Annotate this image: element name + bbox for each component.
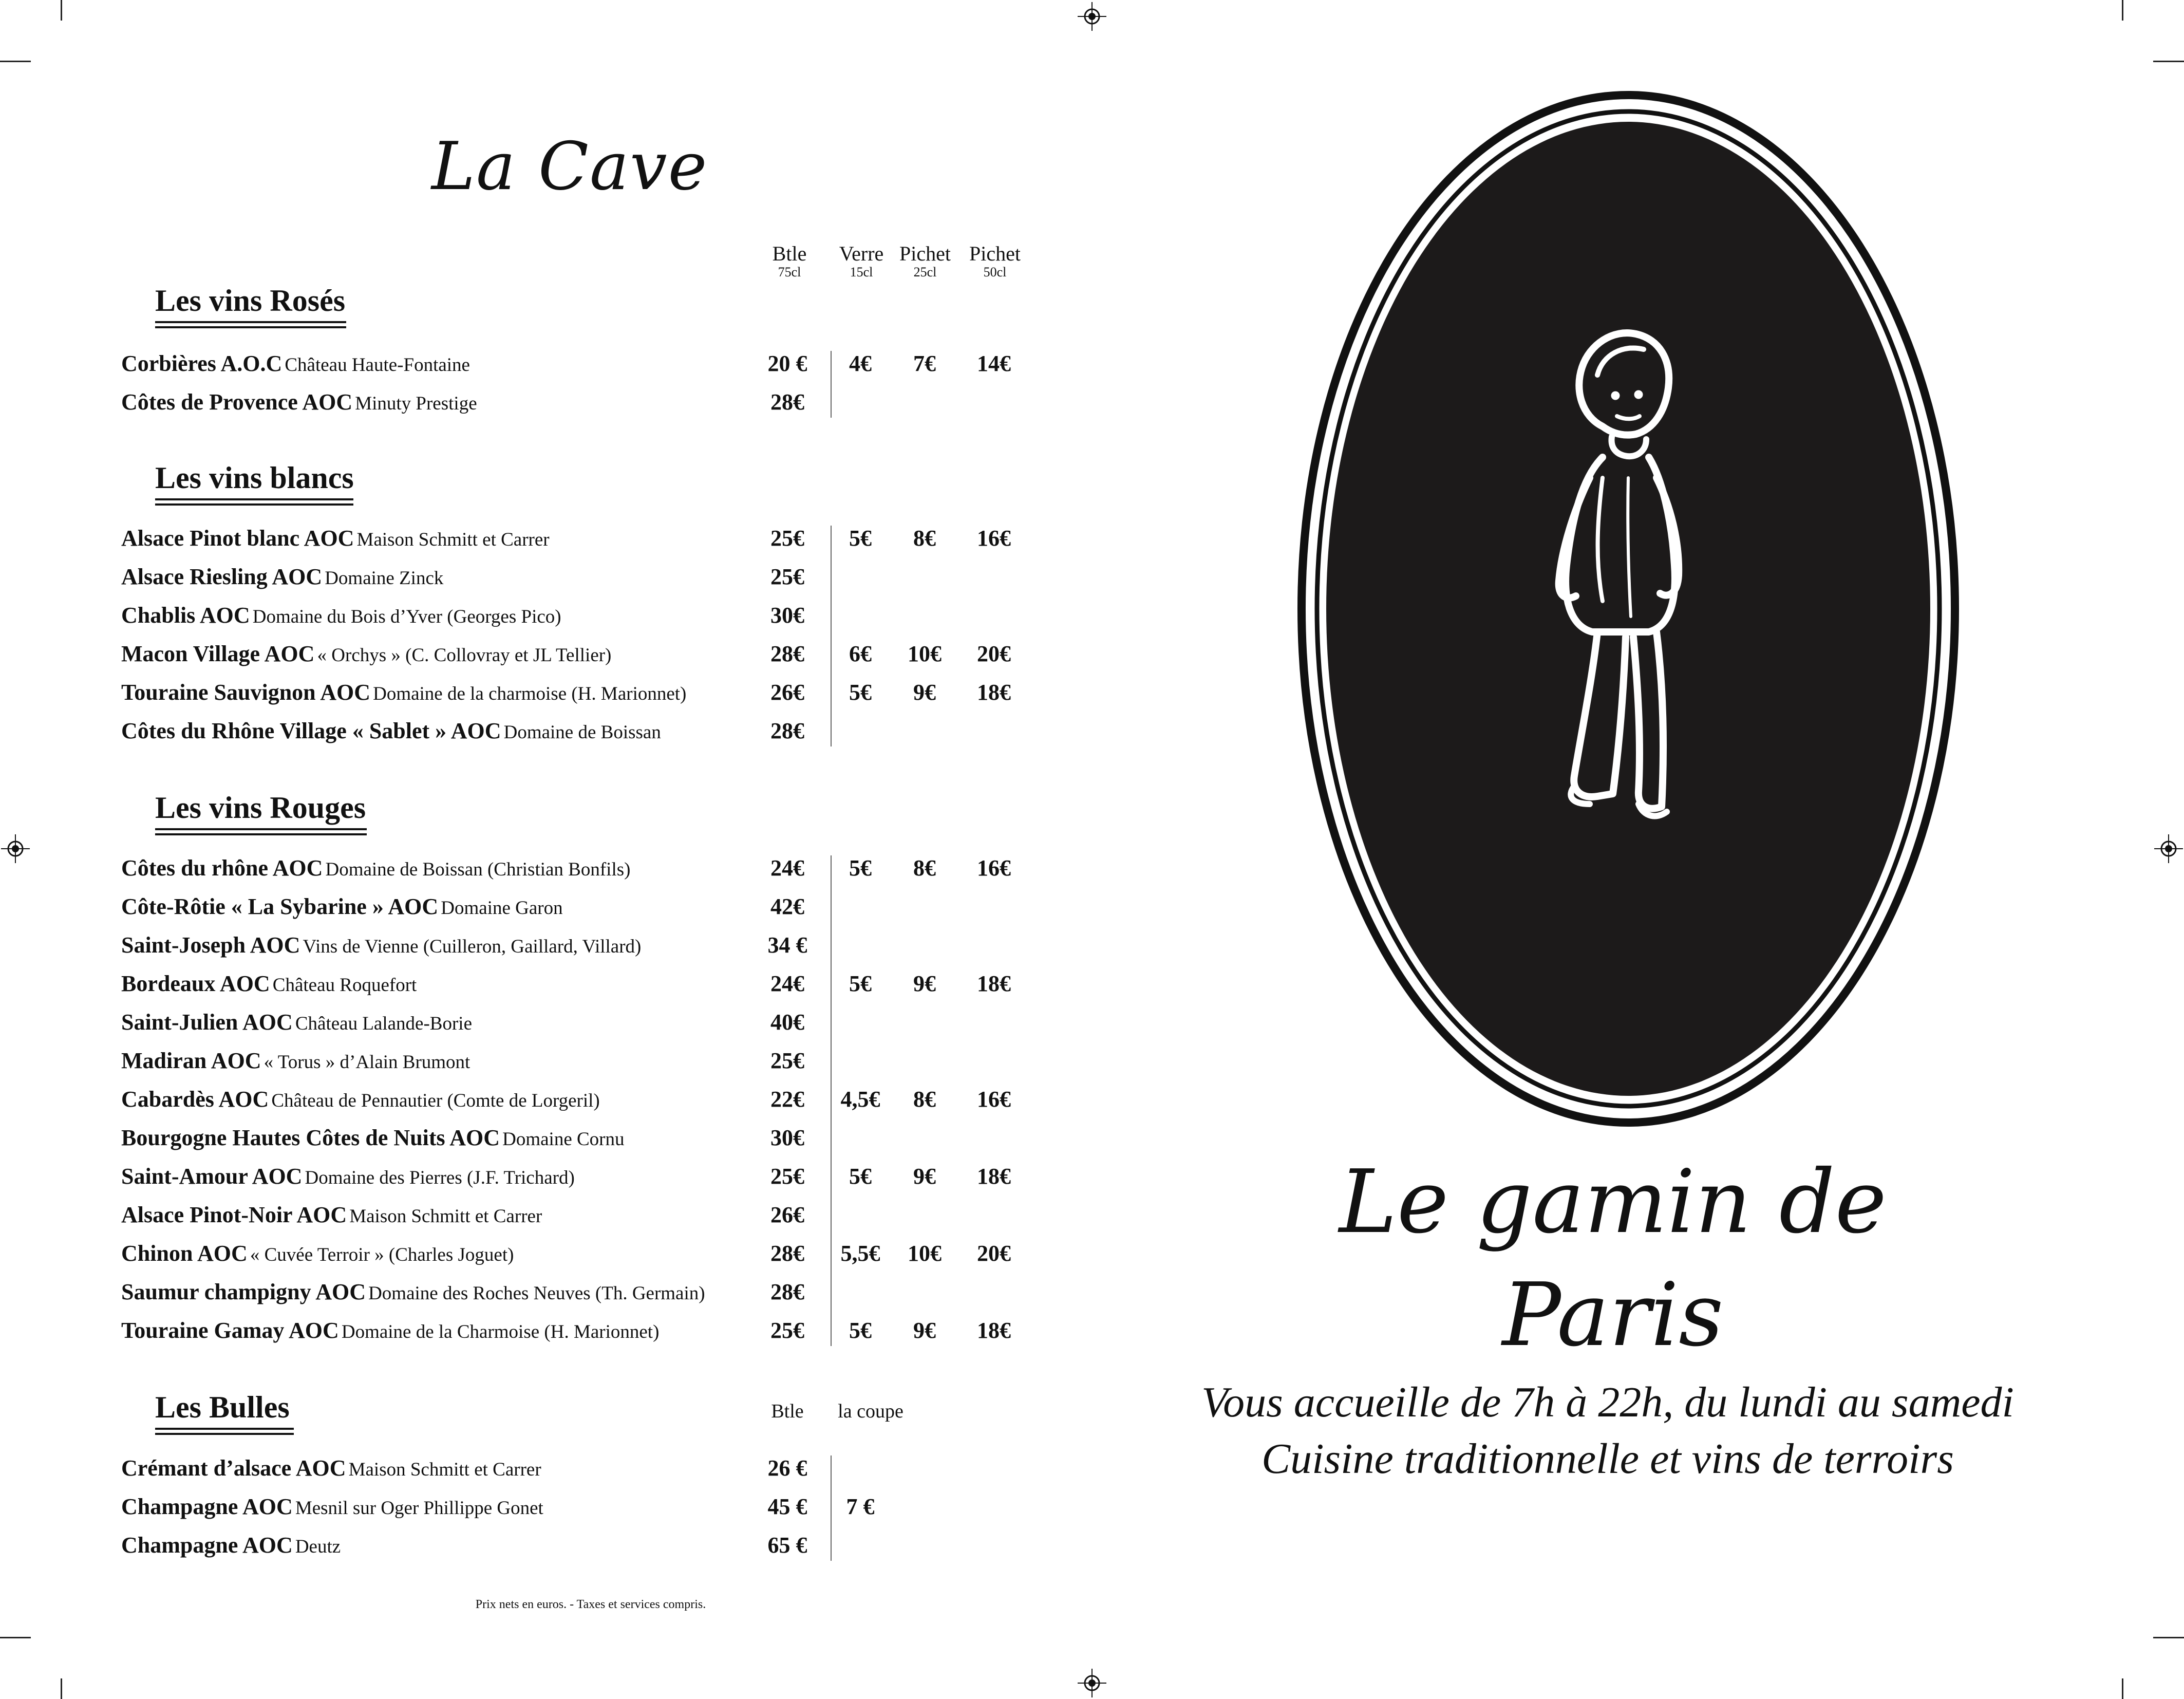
price-pichet50: 20€ (977, 641, 1011, 666)
wine-name: Côtes de Provence AOC (121, 389, 353, 415)
wine-name: Saint-Amour AOC (121, 1164, 303, 1189)
wine-name: Alsace Riesling AOC (121, 564, 323, 589)
price-btle: 30€ (770, 1125, 804, 1150)
price-pichet50: 18€ (977, 971, 1011, 996)
wine-producer: « Cuvée Terroir » (Charles Joguet) (250, 1244, 514, 1265)
wine-producer: Château de Pennautier (Comte de Lorgeril) (271, 1090, 600, 1111)
price-pichet25: 9€ (913, 1318, 936, 1343)
wine-name: Corbières A.O.C (121, 351, 283, 376)
price-btle: 26€ (770, 1202, 804, 1227)
wine-producer: « Orchys » (C. Collovray et JL Tellier) (317, 645, 612, 666)
section-title: Les vins blancs (155, 461, 354, 495)
wine-row (121, 523, 550, 560)
price-btle: 25€ (770, 1048, 804, 1073)
registration-mark-top (1078, 2, 1106, 31)
registration-mark-bottom (1078, 1669, 1106, 1697)
wine-producer: Vins de Vienne (Cuilleron, Gaillard, Villard) (303, 936, 642, 957)
wine-row (121, 1453, 541, 1490)
price-verre: 6€ (849, 641, 872, 666)
wine-producer: Domaine du Bois d’Yver (Georges Pico) (252, 606, 561, 627)
price-pichet50: 20€ (977, 1241, 1011, 1266)
column-header-pichet-25-label: Pichet (899, 242, 951, 265)
price-btle: 28€ (770, 389, 804, 415)
column-header-btle-volume: 75cl (778, 265, 801, 279)
wine-row (121, 639, 611, 676)
logo-medallion (1294, 87, 1962, 1130)
price-btle: 20 € (767, 351, 807, 376)
wine-producer: Domaine Zinck (325, 568, 444, 589)
price-btle: 25€ (770, 1164, 804, 1189)
wine-producer: « Torus » d’Alain Brumont (263, 1052, 470, 1073)
wine-name: Chablis AOC (121, 603, 250, 628)
wine-producer: Deutz (295, 1536, 341, 1557)
wine-row (121, 968, 417, 1005)
wine-producer: Domaine de Boissan (Christian Bonfils) (325, 859, 631, 880)
tagline-hours: Vous accueille de 7h à 22h, du lundi au samedi (1201, 1378, 2014, 1426)
bulles-column-coupe: la coupe (838, 1401, 903, 1422)
wine-name: Cabardès AOC (121, 1087, 269, 1112)
price-pichet25: 8€ (913, 1087, 936, 1112)
crop-mark-bottom-left-h (0, 1637, 31, 1638)
column-header-pichet-50-volume: 50cl (983, 265, 1007, 279)
wine-producer: Domaine de la charmoise (H. Marionnet) (373, 683, 687, 704)
section-title: Les Bulles (155, 1390, 290, 1424)
section-underline (155, 326, 346, 328)
price-pichet25: 7€ (913, 351, 936, 376)
price-verre: 5€ (849, 971, 872, 996)
price-pichet50: 18€ (977, 680, 1011, 705)
price-btle: 45 € (767, 1494, 807, 1519)
wine-name: Touraine Gamay AOC (121, 1318, 339, 1343)
price-pichet25: 9€ (913, 680, 936, 705)
wine-producer: Maison Schmitt et Carrer (349, 1206, 542, 1227)
wine-producer: Mesnil sur Oger Phillippe Gonet (295, 1498, 543, 1519)
price-btle: 26€ (770, 680, 804, 705)
wine-producer: Domaine Cornu (502, 1129, 625, 1150)
section-title: Les vins Rouges (155, 791, 366, 825)
column-header-verre-label: Verre (839, 242, 884, 265)
wine-producer: Domaine de Boissan (503, 722, 661, 743)
wine-name: Touraine Sauvignon AOC (121, 680, 370, 705)
wine-name: Côte-Rôtie « La Sybarine » AOC (121, 894, 439, 919)
price-verre: 4,5€ (840, 1087, 880, 1112)
wine-row (121, 930, 641, 967)
price-coupe: 7 € (846, 1494, 875, 1519)
wine-name: Madiran AOC (121, 1048, 261, 1073)
price-btle: 28€ (770, 1279, 804, 1304)
wine-row (121, 1007, 472, 1044)
price-btle: 25€ (770, 564, 804, 589)
crop-mark-bottom-left-v (61, 1678, 62, 1699)
column-header-verre-volume: 15cl (850, 265, 873, 279)
wine-row (121, 1315, 659, 1352)
wine-row (121, 348, 470, 385)
wine-name: Crémant d’alsace AOC (121, 1455, 346, 1481)
wine-name: Saint-Julien AOC (121, 1010, 293, 1035)
wine-producer: Minuty Prestige (355, 393, 477, 414)
column-header-pichet-50 (951, 242, 1039, 279)
wine-name: Alsace Pinot blanc AOC (121, 526, 354, 551)
wine-name: Macon Village AOC (121, 641, 315, 666)
wine-producer: Maison Schmitt et Carrer (348, 1459, 541, 1480)
price-btle: 30€ (770, 603, 804, 628)
price-verre: 5,5€ (840, 1241, 880, 1266)
price-btle: 28€ (770, 1241, 804, 1266)
wine-name: Bordeaux AOC (121, 971, 270, 996)
footer-note: Prix nets en euros. - Taxes et services compris. (475, 1598, 706, 1611)
price-pichet25: 9€ (913, 1164, 936, 1189)
price-pichet50: 14€ (977, 351, 1011, 376)
price-verre: 5€ (849, 855, 872, 881)
price-pichet25: 10€ (908, 1241, 942, 1266)
column-header-pichet-25-volume: 25cl (913, 265, 937, 279)
price-pichet25: 9€ (913, 971, 936, 996)
price-column-divider (831, 1455, 832, 1561)
price-pichet25: 10€ (908, 641, 942, 666)
wine-name: Champagne AOC (121, 1533, 293, 1558)
crop-mark-bottom-right-v (2122, 1678, 2123, 1699)
section-underline (155, 828, 367, 830)
wine-producer: Château Roquefort (272, 975, 417, 996)
tagline-cuisine: Cuisine traditionnelle et vins de terroirs (1262, 1435, 1954, 1483)
price-pichet50: 16€ (977, 526, 1011, 551)
price-column-divider (831, 855, 832, 1346)
wine-row (121, 1238, 514, 1275)
crop-mark-bottom-right-h (2153, 1637, 2184, 1638)
price-btle: 24€ (770, 971, 804, 996)
price-btle: 24€ (770, 855, 804, 881)
wine-name: Saumur champigny AOC (121, 1279, 366, 1304)
wine-producer: Maison Schmitt et Carrer (356, 529, 550, 550)
price-pichet25: 8€ (913, 526, 936, 551)
wine-name: Alsace Pinot-Noir AOC (121, 1202, 347, 1227)
brand-name: Le gamin de Paris (1339, 1151, 1887, 1366)
wine-producer: Domaine Garon (441, 898, 563, 919)
price-verre: 4€ (849, 351, 872, 376)
registration-mark-left (1, 834, 30, 863)
oval-frame (1294, 87, 1962, 1130)
price-btle: 40€ (770, 1010, 804, 1035)
wine-producer: Domaine des Roches Neuves (Th. Germain) (368, 1283, 705, 1304)
wine-row (121, 600, 561, 637)
wine-row (121, 1530, 341, 1567)
wine-row (121, 1123, 625, 1160)
price-pichet50: 16€ (977, 855, 1011, 881)
section-underline (155, 503, 353, 506)
wine-producer: Château Haute-Fontaine (285, 354, 470, 376)
wine-row (121, 1084, 600, 1121)
wine-row (121, 1491, 543, 1528)
price-btle: 22€ (770, 1087, 804, 1112)
column-header-btle-label: Btle (772, 242, 807, 265)
price-pichet25: 8€ (913, 855, 936, 881)
price-btle: 28€ (770, 718, 804, 743)
price-btle: 26 € (767, 1455, 807, 1481)
section-underline (155, 321, 346, 323)
wine-row (121, 853, 630, 890)
wine-row (121, 677, 686, 714)
section-title: Les vins Rosés (155, 284, 346, 318)
bulles-column-btle: Btle (771, 1401, 804, 1422)
registration-mark-right (2154, 834, 2183, 863)
crop-mark-top-left-h (0, 61, 31, 62)
wine-row (121, 1200, 542, 1237)
wine-name: Côtes du Rhône Village « Sablet » AOC (121, 718, 501, 743)
wine-row (121, 891, 563, 928)
wine-name: Chinon AOC (121, 1241, 248, 1266)
wine-name: Bourgogne Hautes Côtes de Nuits AOC (121, 1125, 500, 1150)
crop-mark-top-right-v (2122, 0, 2123, 21)
price-pichet50: 18€ (977, 1318, 1011, 1343)
wine-row (121, 1045, 470, 1082)
wine-row (121, 1161, 575, 1198)
wine-producer: Domaine de la Charmoise (H. Marionnet) (341, 1321, 660, 1342)
price-verre: 5€ (849, 1164, 872, 1189)
wine-row (121, 387, 477, 424)
price-btle: 65 € (767, 1533, 807, 1558)
column-header-pichet-50-label: Pichet (969, 242, 1021, 265)
price-btle: 25€ (770, 1318, 804, 1343)
price-column-divider (831, 526, 832, 746)
wine-producer: Domaine des Pierres (J.F. Trichard) (305, 1167, 575, 1188)
price-btle: 28€ (770, 641, 804, 666)
wine-name: Côtes du rhône AOC (121, 855, 323, 881)
crop-mark-top-right-h (2153, 61, 2184, 62)
price-pichet50: 18€ (977, 1164, 1011, 1189)
crop-mark-top-left-v (61, 0, 62, 21)
price-pichet50: 16€ (977, 1087, 1011, 1112)
wine-name: Champagne AOC (121, 1494, 293, 1519)
price-btle: 42€ (770, 894, 804, 919)
section-underline (155, 833, 367, 835)
section-underline (155, 1433, 294, 1435)
section-underline (155, 498, 353, 500)
wine-row (121, 562, 443, 599)
wine-row (121, 1277, 705, 1314)
price-verre: 5€ (849, 680, 872, 705)
price-verre: 5€ (849, 526, 872, 551)
price-column-divider (831, 351, 832, 418)
page-title: La Cave (431, 128, 708, 205)
price-verre: 5€ (849, 1318, 872, 1343)
wine-row (121, 716, 661, 753)
section-underline (155, 1428, 294, 1430)
price-btle: 34 € (767, 932, 807, 958)
price-btle: 25€ (770, 526, 804, 551)
wine-name: Saint-Joseph AOC (121, 932, 300, 958)
wine-producer: Château Lalande-Borie (295, 1013, 472, 1034)
